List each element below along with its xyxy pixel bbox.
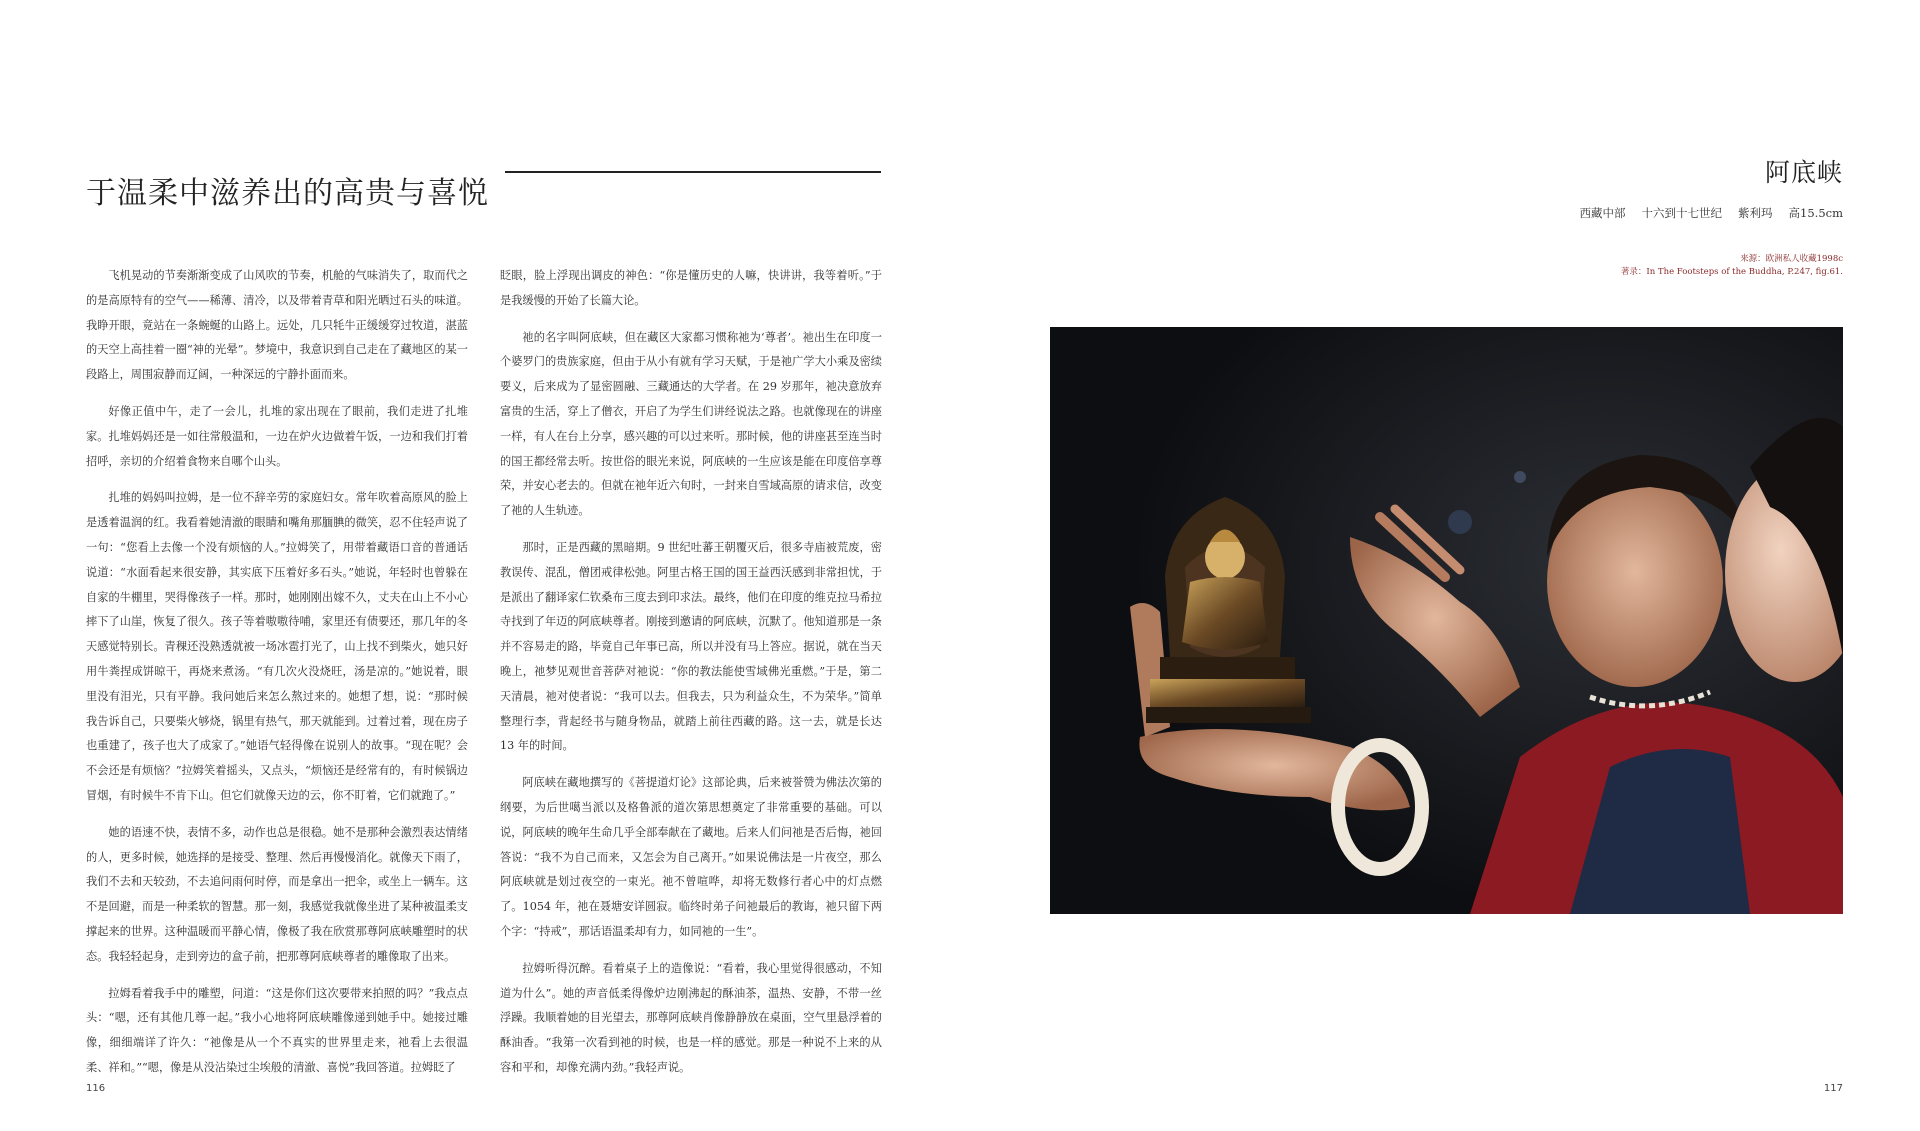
paragraph: 好像正值中午，走了一会儿，扎堆的家出现在了眼前，我们走进了扎堆家。扎堆妈妈还是一如往常般温和，一边在炉火边做着午饭，一边和我们打着招呼，亲切的介绍着食物来自哪个山头。 [86,404,468,468]
photo-illustration [1050,327,1843,914]
page-number-right: 117 [1823,1083,1843,1094]
meta-height: 高15.5cm [1788,206,1843,220]
paragraph: 拉姆听得沉醉。看着桌子上的造像说：“看着，我心里觉得很感动，不知道为什么”。她的声音低柔得像炉边刚沸起的酥油茶，温热、安静，不带一丝浮躁。我顺着她的目光望去，那尊阿底峡肖像静静放在桌面，空气里悬浮着的酥油香。“我第一次看到祂的时候，也是一样的感觉。那是一种说不上来的从容和平和，却像充满内劲。”我轻声说。 [500,961,882,1074]
paragraph: 扎堆的妈妈叫拉姆，是一位不辞辛劳的家庭妇女。常年吹着高原风的脸上是透着温润的红。我看着她清澈的眼睛和嘴角那腼腆的微笑，忍不住轻声说了一句：“您看上去像一个没有烦恼的人。”拉姆笑了，用带着藏语口音的普通话说道：“水面看起来很安静，其实底下压着好多石头。”她说，年轻时也曾躲在自家的牛棚里，哭得像孩子一样。那时，她刚刚出嫁不久，丈夫在山上不小心摔下了山崖，恢复了很久。孩子等着嗷嗷待哺，家里还有债要还，那几年的冬天感觉特别长。青稞还没熟透就被一场冰雹打光了，山上找不到柴火，她只好用牛粪捏成饼晾干，再烧来煮汤。“有几次火没烧旺，汤是凉的。”她说着，眼里没有泪光，只有平静。我问她后来怎么熬过来的。她想了想，说：“那时候我告诉自己，只要柴火够烧，锅里有热气，那天就能到。过着过着，现在房子也重建了，孩子也大了成家了。”她语气轻得像在说别人的故事。“现在呢？会不会还是有烦恼？”拉姆笑着摇头，又点头，“烦恼还是经常有的，有时候锅边冒烟，有时候牛不肯下山。但它们就像天边的云，你不盯着，它们就跑了。” [86,491,468,802]
reference-line: 著录：In The Footsteps of the Buddha, P.247, fig.61. [1620,267,1843,277]
photo-woman-holding-statue [1050,327,1843,914]
source-line: 来源：欧洲私人收藏1998c [1740,254,1843,264]
paragraph: 她的语速不快，表情不多，动作也总是很稳。她不是那种会激烈表达情绪的人，更多时候，她选择的是接受、整理、然后再慢慢消化。就像天下雨了，我们不去和天较劲，不去追问雨何时停，而是拿出一把伞，或坐上一辆车。这不是回避，而是一种柔软的智慧。那一刻，我感觉我就像坐进了某种被温柔支撑起来的世界。这种温暖而平静心情，像极了我在欣赏那尊阿底峡雕塑时的状态。我轻轻起身，走到旁边的盒子前，把那尊阿底峡尊者的雕像取了出来。 [86,825,468,963]
meta-period: 十六到十七世纪 [1641,206,1723,220]
article-title: 于温柔中滋养出的高贵与喜悦 [86,176,489,212]
paragraph: 阿底峡在藏地撰写的《菩提道灯论》这部论典，后来被誉赞为佛法次第的纲要，为后世噶当派以及格鲁派的道次第思想奠定了非常重要的基础。可以说，阿底峡的晚年生命几乎全部奉献在了藏地。后来人们问祂是否后悔，祂回答说：“我不为自己而来，又怎会为自己离开。”如果说佛法是一片夜空，那么阿底峡就是划过夜空的一束光。祂不曾喧哗，却将无数修行者心中的灯点燃了。1054 年，祂在聂塘安详圆寂。临终时弟子问祂最后的教诲，祂只留下两个字：“持戒”，那话语温柔却有力，如同祂的一生”。 [500,776,882,938]
page-number-left: 116 [86,1083,106,1094]
object-name: 阿底峡 [1764,158,1843,187]
text-column-right [500,264,882,1093]
title-rule [505,171,881,173]
text-column-left [86,264,468,1093]
paragraph: 飞机晃动的节奏渐渐变成了山风吹的节奏，机舱的气味消失了，取而代之的是高原特有的空气——稀薄、清冷，以及带着青草和阳光晒过石头的味道。我睁开眼，竟站在一条蜿蜒的山路上。远处，几只牦牛正缓缓穿过牧道，湛蓝的天空上高挂着一圈“神的光晕”。梦境中，我意识到自己走在了藏地区的某一段路上，周围寂静而辽阔，一种深远的宁静扑面而来。 [86,269,468,382]
paragraph: 那时，正是西藏的黑暗期。9 世纪吐蕃王朝覆灭后，很多寺庙被荒废，密教误传、混乱，僧团戒律松弛。阿里古格王国的国王益西沃感到非常担忧，于是派出了翻译家仁钦桑布三度去到印求法。最终，他们在印度的维克拉马希拉寺找到了年迈的阿底峡尊者。刚接到邀请的阿底峡，沉默了。他知道那是一条并不容易走的路，毕竟自己年事已高，所以并没有马上答应。据说，就在当天晚上，祂梦见观世音菩萨对祂说：“你的教法能使雪域佛光重燃。”于是，第二天清晨，祂对使者说：“我可以去。但我去，只为利益众生，不为荣华。”简单整理行李，背起经书与随身物品，就踏上前往西藏的路。这一去，就是长达 13 年的时间。 [500,540,882,753]
paragraph: 拉姆看着我手中的雕塑，问道：“这是你们这次要带来拍照的吗？”我点点头：“嗯，还有其他几尊一起。”我小心地将阿底峡雕像递到她手中。她接过雕像，细细端详了许久：“祂像是从一个不真实的世界里走来，祂看上去很温柔、祥和。”“嗯，像是从没沾染过尘埃般的清澈、喜悦”我回答道。拉姆眨了 [86,986,468,1074]
meta-region: 西藏中部 [1579,206,1626,220]
object-meta [1580,205,1843,221]
paragraph: 祂的名字叫阿底峡，但在藏区大家都习惯称祂为‘尊者’。祂出生在印度一个婆罗门的贵族家庭，但由于从小有就有学习天赋，于是祂广学大小乘及密续要义，后来成为了显密圆融、三藏通达的大学者。在 29 岁那年，祂决意放弃富贵的生活，穿上了僧衣，开启了为学生们讲经说法之路。也就像现在的讲座一样，有人在台上分享，感兴趣的可以过来听。那时候，他的讲座甚至连当时的国王都经常去听。按世俗的眼光来说，阿底峡的一生应该是能在印度倍享尊荣，并安心老去的。但就在祂年近六旬时，一封来自雪域高原的请求信，改变了祂的人生轨迹。 [500,330,882,518]
paragraph: 眨眼，脸上浮现出调皮的神色：“你是懂历史的人嘛，快讲讲，我等着听。”于是我缓慢的开始了长篇大论。 [500,269,882,307]
object-provenance [1621,253,1843,279]
meta-material: 紫利玛 [1738,206,1773,220]
